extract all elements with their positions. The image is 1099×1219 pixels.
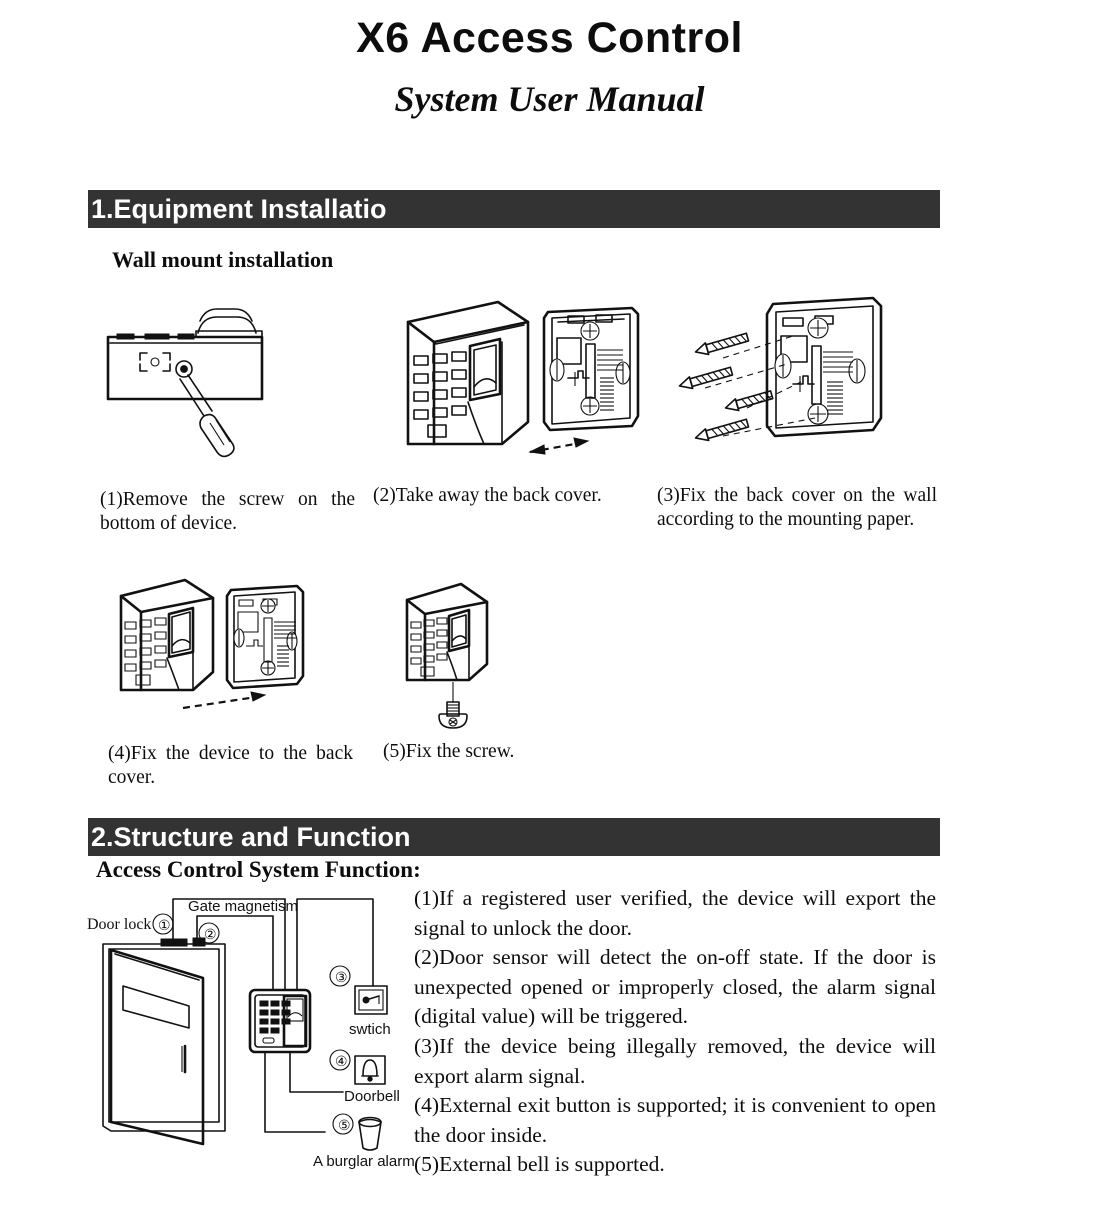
- diagram-label-doorbell: Doorbell: [344, 1088, 400, 1105]
- figure-device-joining-back-cover: [105, 572, 330, 724]
- diagram-number-1: ①: [158, 919, 171, 934]
- section-header-equipment-installation: 1.Equipment Installatio: [88, 190, 940, 228]
- diagram-number-2: ②: [204, 928, 217, 943]
- access-control-function-list: [414, 884, 936, 1180]
- diagram-label-door-lock: Door lock: [87, 916, 152, 933]
- figure-back-cover-with-screws: [675, 296, 937, 486]
- function-item-5: (5)External bell is supported.: [414, 1152, 665, 1177]
- step-caption-5: (5)Fix the screw.: [383, 741, 515, 762]
- function-item-1: (1)If a registered user verified, the device will export the signal to unlock the door.: [414, 886, 936, 940]
- diagram-label-gate-magnetism: Gate magnetism: [188, 898, 299, 915]
- figure-device-and-back-cover-separating: [390, 294, 655, 474]
- figure-device-with-screw-below: [395, 576, 540, 738]
- diagram-number-3: ③: [335, 971, 348, 986]
- subheading-wall-mount-installation: Wall mount installation: [112, 247, 334, 272]
- subheading-access-control-system-function: Access Control System Function:: [96, 857, 421, 882]
- step-caption-3: (3)Fix the back cover on the wall according to the mounting paper.: [657, 485, 937, 530]
- diagram-number-5: ⑤: [338, 1119, 351, 1134]
- page-subtitle: System User Manual: [394, 79, 705, 120]
- step-caption-2: (2)Take away the back cover.: [373, 485, 602, 506]
- page-title: X6 Access Control: [356, 14, 743, 62]
- step-caption-4: (4)Fix the device to the back cover.: [108, 743, 353, 788]
- function-item-2: (2)Door sensor will detect the on-off state. If the door is unexpected opened or improperly closed, the alarm signal (digital value) will be triggered.: [414, 945, 936, 1029]
- function-item-3: (3)If the device being illegally removed, the device will export alarm signal.: [414, 1033, 936, 1088]
- diagram-label-switch: swtich: [349, 1021, 391, 1038]
- diagram-number-4: ④: [335, 1055, 348, 1070]
- function-item-4: (4)External exit button is supported; it is convenient to open the door inside.: [414, 1093, 936, 1147]
- step-caption-1: (1)Remove the screw on the bottom of device.: [100, 489, 355, 534]
- figure-access-control-wiring-diagram: [85, 894, 430, 1194]
- diagram-label-burglar-alarm: A burglar alarm: [313, 1153, 415, 1170]
- section-header-structure-and-function: 2.Structure and Function: [88, 818, 940, 856]
- figure-device-bottom-screwdriver: [100, 299, 315, 459]
